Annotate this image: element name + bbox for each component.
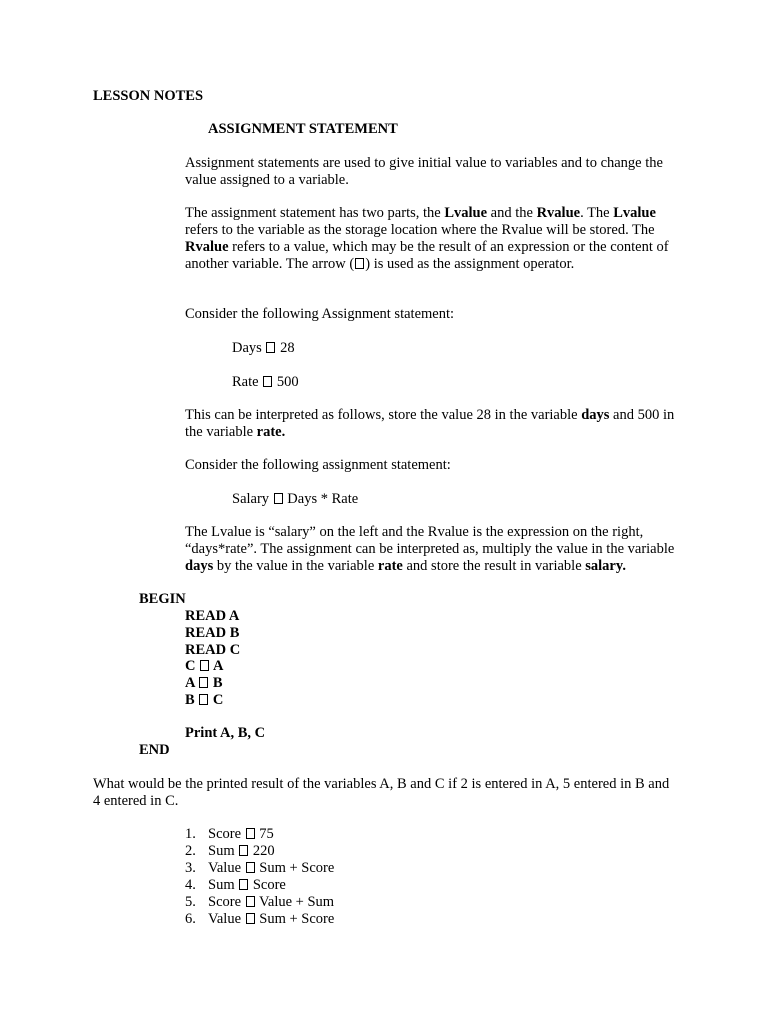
days-term: days: [185, 558, 214, 574]
list-item: [185, 911, 334, 928]
lvalue-text: A: [185, 675, 195, 691]
arrow-glyph-icon: [199, 677, 208, 688]
rate-term: rate.: [256, 424, 286, 440]
arrow-glyph-icon: [263, 376, 272, 387]
lvalue-text: Value: [208, 911, 242, 927]
program-end: END: [139, 742, 170, 758]
consider-statement-1: Consider the following Assignment statement:: [185, 306, 455, 322]
program-read-a: READ A: [185, 608, 240, 624]
text-fragment: The Lvalue is “salary” on the left and the Rvalue is the expression on the right, “days*rate”. The assignment can be interpreted as, multiply the value in the variable: [185, 524, 675, 557]
lvalue-text: C: [185, 658, 196, 674]
rvalue-text: 75: [259, 826, 274, 842]
text-fragment: . The: [580, 205, 614, 221]
lvalue-text: Salary: [232, 491, 270, 507]
lvalue-text: B: [185, 692, 195, 708]
rvalue-text: Sum + Score: [259, 860, 335, 876]
lvalue-text: Score: [208, 894, 242, 910]
program-assign-c: [185, 658, 223, 675]
question-paragraph: What would be the printed result of the variables A, B and C if 2 is entered in A, 5 entered in B and 4 entered in C.: [93, 776, 670, 809]
lvalue-term: Lvalue: [444, 205, 488, 221]
list-number: 6.: [185, 911, 196, 927]
text-fragment: and store the result in variable: [402, 558, 586, 574]
program-begin: BEGIN: [139, 591, 186, 607]
program-print: Print A, B, C: [185, 725, 266, 741]
list-item: [185, 860, 334, 877]
list-number: 3.: [185, 860, 196, 876]
example-salary: [232, 491, 358, 508]
list-number: 4.: [185, 877, 196, 893]
intro-paragraph: Assignment statements are used to give initial value to variables and to change the value assigned to a variable.: [185, 155, 663, 188]
interpretation-paragraph-2: [185, 524, 680, 575]
arrow-glyph-icon: [239, 879, 248, 890]
program-read-c: READ C: [185, 642, 241, 658]
list-item: [185, 826, 334, 843]
lvalue-term: Lvalue: [613, 205, 656, 221]
arrow-glyph-icon: [246, 862, 255, 873]
arrow-glyph-icon: [246, 828, 255, 839]
text-fragment: ) is used as the assignment operator.: [365, 256, 575, 272]
consider-statement-2: Consider the following assignment statement:: [185, 457, 451, 473]
list-item: [185, 843, 334, 860]
arrow-glyph-icon: [199, 694, 208, 705]
text-fragment: This can be interpreted as follows, store the value 28 in the variable: [185, 407, 582, 423]
text-fragment: by the value in the variable: [213, 558, 378, 574]
rvalue-text: Days * Rate: [287, 491, 359, 507]
text-fragment: and 500 in the variable: [185, 407, 675, 440]
arrow-glyph-icon: [355, 258, 364, 269]
rvalue-text: 500: [276, 374, 299, 390]
text-fragment: and the: [487, 205, 537, 221]
days-term: days: [581, 407, 610, 423]
lvalue-text: Sum: [208, 877, 235, 893]
rvalue-text: 220: [252, 843, 275, 859]
salary-term: salary.: [585, 558, 626, 574]
lvalue-text: Score: [208, 826, 242, 842]
rvalue-text: Value + Sum: [259, 894, 335, 910]
interpretation-paragraph-1: [185, 407, 685, 441]
rvalue-text: C: [212, 692, 224, 708]
exercise-list: [185, 826, 334, 928]
example-days: [232, 340, 295, 357]
arrow-glyph-icon: [266, 342, 275, 353]
arrow-glyph-icon: [200, 660, 209, 671]
list-number: 5.: [185, 894, 196, 910]
program-read-b: READ B: [185, 625, 240, 641]
lvalue-text: Rate: [232, 374, 259, 390]
rvalue-term: Rvalue: [536, 205, 581, 221]
rvalue-text: Score: [252, 877, 286, 893]
program-assign-a: [185, 675, 223, 692]
lvalue-text: Value: [208, 860, 242, 876]
rvalue-text: A: [212, 658, 224, 674]
arrow-glyph-icon: [239, 845, 248, 856]
lvalue-rvalue-paragraph: [185, 205, 685, 273]
rvalue-text: 28: [280, 340, 295, 356]
text-fragment: The assignment statement has two parts, the: [185, 205, 445, 221]
arrow-glyph-icon: [274, 493, 283, 504]
rvalue-term: Rvalue: [185, 239, 229, 255]
rvalue-text: Sum + Score: [259, 911, 335, 927]
list-number: 1.: [185, 826, 196, 842]
lvalue-text: Sum: [208, 843, 235, 859]
arrow-glyph-icon: [246, 896, 255, 907]
list-item: [185, 894, 334, 911]
program-assign-b: [185, 692, 223, 709]
arrow-glyph-icon: [246, 913, 255, 924]
example-rate: [232, 374, 299, 391]
lesson-notes-heading: LESSON NOTES: [93, 88, 204, 104]
text-fragment: refers to the variable as the storage location where the Rvalue will be stored. The: [185, 222, 655, 238]
text-fragment: refers to a value, which may be the result of an expression or the content of another variable. The arrow (: [185, 239, 669, 272]
rate-term: rate: [377, 558, 403, 574]
list-number: 2.: [185, 843, 196, 859]
page-title: ASSIGNMENT STATEMENT: [208, 121, 398, 137]
rvalue-text: B: [212, 675, 223, 691]
list-item: [185, 877, 334, 894]
lvalue-text: Days: [232, 340, 262, 356]
